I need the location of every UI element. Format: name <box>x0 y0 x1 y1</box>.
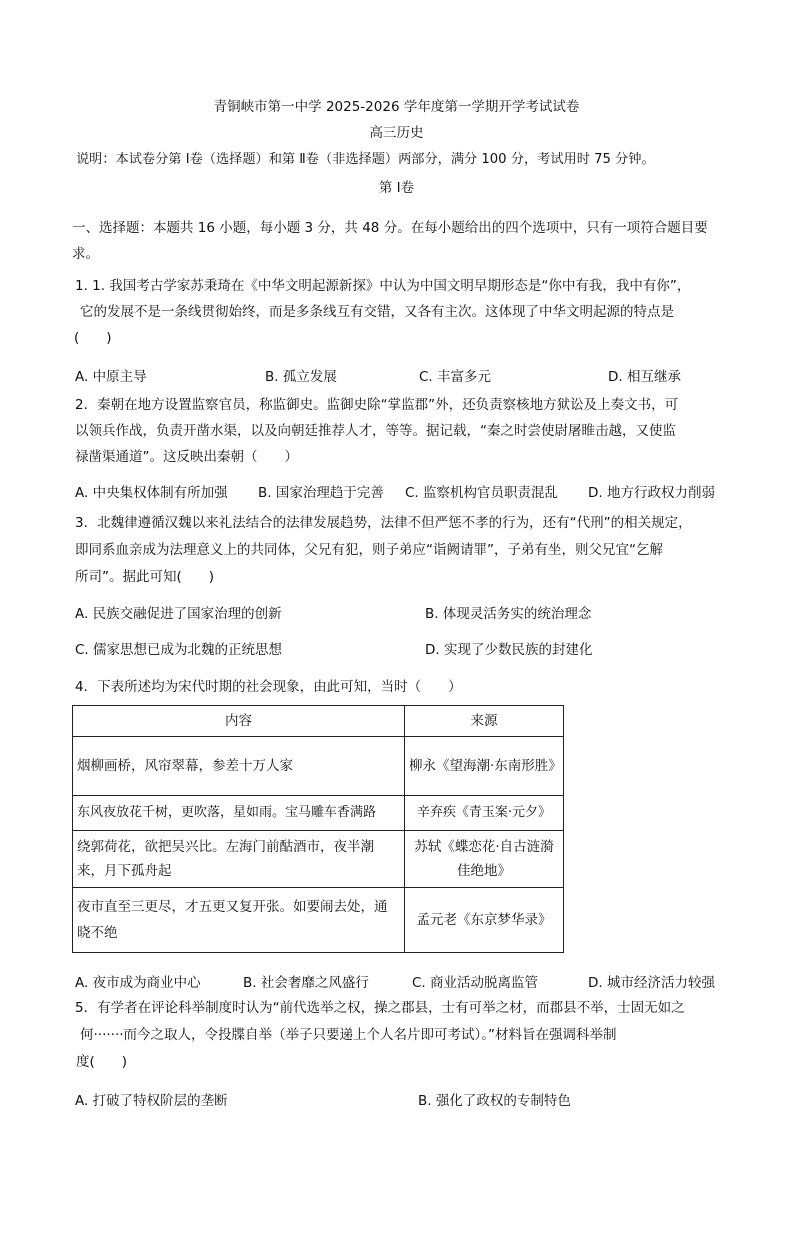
table-header-content: 内容 <box>73 706 405 737</box>
q2-line1: 2．秦朝在地方设置监察官员，称监御史。监御史除“掌监郡”外，还负责察核地方狱讼及上奏文书，可 <box>75 397 679 413</box>
q1-line3: ( ) <box>74 330 112 346</box>
q1-line2: 它的发展不是一条线贯彻始终，而是多条线互有交错，又各有主次。这体现了中华文明起源的特点是 <box>80 304 674 320</box>
q3-option-d[interactable]: D. 实现了少数民族的封建化 <box>425 642 593 658</box>
q3-option-c[interactable]: C. 儒家思想已成为北魏的正统思想 <box>75 642 283 658</box>
instructions: 说明：本试卷分第 Ⅰ卷（选择题）和第 Ⅱ卷（非选择题）两部分，满分 100 分，考试用时 75 分钟。 <box>76 152 655 167</box>
q5-line3: 度( ) <box>76 1054 128 1070</box>
table-cell-content: 夜市直至三更尽，才五更又复开张。如要闹去处，通晓不绝 <box>73 888 405 953</box>
table-cell-source: 辛弃疾《青玉案·元夕》 <box>405 796 564 831</box>
q5-option-b[interactable]: B. 强化了政权的专制特色 <box>418 1093 571 1109</box>
q5-line1: 5．有学者在评论科举制度时认为“前代选举之权，操之郡县，士有可举之材，而郡县不举，士固无如之 <box>75 1000 685 1016</box>
q2-option-a[interactable]: A. 中央集权体制有所加强 <box>75 485 228 501</box>
part1-line2: 求。 <box>72 246 99 262</box>
exam-title: 青铜峡市第一中学 2025-2026 学年度第一学期开学考试试卷 <box>213 99 580 115</box>
table-header-row <box>73 706 564 737</box>
q1-line1: 1. 1. 我国考古学家苏秉琦在《中华文明起源新探》中认为中国文明早期形态是“你中有我，我中有你”， <box>75 278 691 294</box>
q2-option-b[interactable]: B. 国家治理趋于完善 <box>258 485 384 501</box>
q5-line2: 何·······而今之取人，令投牒自举（举子只要递上个人名片即可考试）。”材料旨在强调科举制 <box>80 1027 617 1043</box>
table-row <box>73 796 564 831</box>
q3-line2: 即同系血亲成为法理意义上的共同体，父兄有犯，则子弟应“诣阙请罪”，子弟有坐，则父兄宜“乞解 <box>75 542 663 558</box>
q4-table <box>72 705 564 953</box>
q3-option-b[interactable]: B. 体现灵活务实的统治理念 <box>425 606 592 622</box>
q4-option-a[interactable]: A. 夜市成为商业中心 <box>75 975 201 991</box>
table-cell-content: 东风夜放花千树，更吹落，星如雨。宝马雕车香满路 <box>73 796 405 831</box>
table-row <box>73 737 564 796</box>
table-cell-content: 烟柳画桥，风帘翠幕，参差十万人家 <box>73 737 405 796</box>
q4-option-c[interactable]: C. 商业活动脱离监管 <box>412 975 539 991</box>
table-cell-content: 绕郭荷花，欲把吴兴比。左海门前酤酒市，夜半潮来，月下孤舟起 <box>73 831 405 888</box>
table-cell-source: 孟元老《东京梦华录》 <box>405 888 564 953</box>
q3-line3: 所司”。据此可知( ) <box>75 569 215 585</box>
q1-option-a[interactable]: A. 中原主导 <box>75 369 147 385</box>
q1-option-c[interactable]: C. 丰富多元 <box>419 369 492 385</box>
q4-option-b[interactable]: B. 社会奢靡之风盛行 <box>243 975 369 991</box>
q2-option-c[interactable]: C. 监察机构官员职责混乱 <box>405 485 559 501</box>
q4-option-d[interactable]: D. 城市经济活力较强 <box>588 975 715 991</box>
part1-line1: 一、选择题：本题共 16 小题，每小题 3 分，共 48 分。在每小题给出的四个选项中，只有一项符合题目要 <box>72 220 708 236</box>
q3-option-a[interactable]: A. 民族交融促进了国家治理的创新 <box>75 606 282 622</box>
q5-option-a[interactable]: A. 打破了特权阶层的垄断 <box>75 1093 228 1109</box>
q4-stem: 4．下表所述均为宋代时期的社会现象，由此可知，当时（ ） <box>75 679 462 695</box>
table-row <box>73 831 564 888</box>
q2-option-d[interactable]: D. 地方行政权力削弱 <box>588 485 715 501</box>
q1-option-d[interactable]: D. 相互继承 <box>608 369 681 385</box>
table-cell-source: 苏轼《蝶恋花·自古涟漪佳绝地》 <box>405 831 564 888</box>
q3-line1: 3．北魏律遵循汉魏以来礼法结合的法律发展趋势，法律不但严惩不孝的行为，还有“代刑”的相关规定， <box>75 515 692 531</box>
q1-option-b[interactable]: B. 孤立发展 <box>265 369 337 385</box>
table-header-source: 来源 <box>405 706 564 737</box>
table-row <box>73 888 564 953</box>
q2-line3: 禄凿渠通道”。这反映出秦朝（ ） <box>75 449 298 465</box>
table-cell-source: 柳永《望海潮·东南形胜》 <box>405 737 564 796</box>
section-title: 第 Ⅰ卷 <box>378 180 415 196</box>
subject-title: 高三历史 <box>369 125 424 141</box>
q2-line2: 以领兵作战，负责开凿水渠，以及向朝廷推荐人才，等等。据记载，“秦之时尝使尉屠睢击越，又使监 <box>75 423 676 439</box>
